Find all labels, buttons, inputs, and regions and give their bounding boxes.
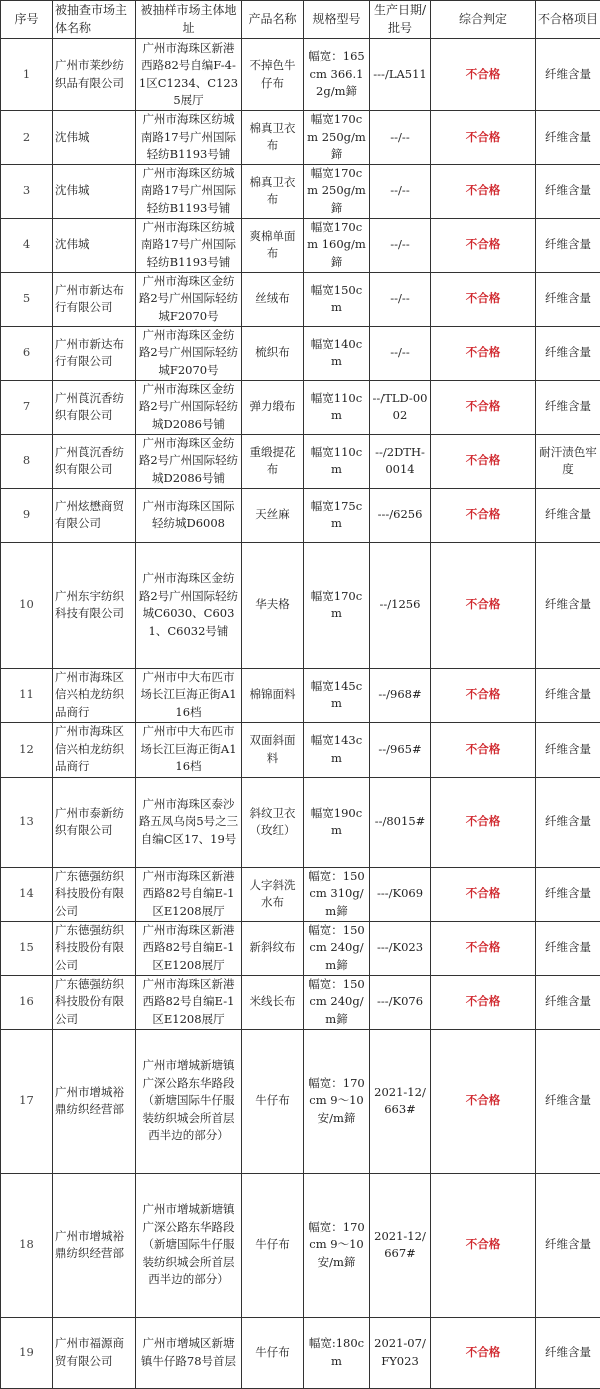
cell-company: 广州市福源商贸有限公司 [53, 1317, 136, 1388]
cell-failed-item: 纤维含量 [536, 722, 600, 777]
cell-failed-item: 纤维含量 [536, 921, 600, 975]
cell-address: 广州市中大布匹市场长江巨海正街A116档 [136, 722, 242, 777]
cell-failed-item: 纤维含量 [536, 1317, 600, 1388]
cell-failed-item: 纤维含量 [536, 488, 600, 542]
cell-batch: --/-- [370, 111, 431, 165]
cell-failed-item: 纤维含量 [536, 39, 600, 111]
header-result: 综合判定 [431, 1, 536, 39]
cell-no: 2 [1, 111, 53, 165]
cell-product: 不掉色牛仔布 [242, 39, 304, 111]
cell-spec: 幅宽：150cm 240g/m鍗 [304, 975, 370, 1029]
cell-company: 广州市泰新纺织有限公司 [53, 777, 136, 867]
cell-product: 天丝麻 [242, 488, 304, 542]
table-row [1, 668, 600, 722]
cell-batch: --/2DTH-0014 [370, 434, 431, 488]
cell-batch: ---/K069 [370, 867, 431, 921]
cell-spec: 幅宽：170cm 9～10安/m鍗 [304, 1029, 370, 1173]
cell-product: 牛仔布 [242, 1317, 304, 1388]
cell-batch: --/TLD-0002 [370, 380, 431, 434]
table-row [1, 164, 600, 218]
header-product: 产品名称 [242, 1, 304, 39]
cell-product: 梳织布 [242, 326, 304, 380]
cell-spec: 幅宽：170cm 9～10安/m鍗 [304, 1173, 370, 1317]
cell-address: 广州市海珠区新港西路82号自编E-1区E1208展厅 [136, 867, 242, 921]
cell-company: 广州市莱纱纺织品有限公司 [53, 39, 136, 111]
cell-result: 不合格 [431, 39, 536, 111]
cell-company: 广州莨沉香纺织有限公司 [53, 434, 136, 488]
cell-result: 不合格 [431, 668, 536, 722]
cell-product: 棉真卫衣布 [242, 111, 304, 165]
table-row [1, 326, 600, 380]
cell-company: 沈伟城 [53, 164, 136, 218]
header-failed-item: 不合格项目 [536, 1, 600, 39]
cell-batch: 2021-12/667# [370, 1173, 431, 1317]
cell-company: 广东德强纺织科技股份有限公司 [53, 921, 136, 975]
cell-spec: 幅宽：150cm 240g/m鍗 [304, 921, 370, 975]
cell-failed-item: 耐汗渍色牢度 [536, 434, 600, 488]
cell-address: 广州市海珠区纺城南路17号广州国际轻纺B1193号铺 [136, 164, 242, 218]
cell-address: 广州市中大布匹市场长江巨海正街A116档 [136, 668, 242, 722]
cell-address: 广州市增城新塘镇广深公路东华路段（新塘国际牛仔服装纺织城会所首层西半边的部分） [136, 1029, 242, 1173]
cell-no: 16 [1, 975, 53, 1029]
cell-company: 广州东宇纺织科技有限公司 [53, 542, 136, 668]
cell-failed-item: 纤维含量 [536, 542, 600, 668]
cell-batch: --/968# [370, 668, 431, 722]
cell-spec: 幅宽110cm [304, 434, 370, 488]
cell-batch: --/-- [370, 218, 431, 272]
table-row [1, 722, 600, 777]
table-row [1, 921, 600, 975]
cell-company: 广州市增城裕鼎纺织经营部 [53, 1173, 136, 1317]
cell-no: 18 [1, 1173, 53, 1317]
table-row [1, 1173, 600, 1317]
cell-product: 新斜纹布 [242, 921, 304, 975]
cell-no: 3 [1, 164, 53, 218]
cell-result: 不合格 [431, 722, 536, 777]
cell-product: 华夫格 [242, 542, 304, 668]
table-row [1, 975, 600, 1029]
cell-no: 9 [1, 488, 53, 542]
cell-address: 广州市海珠区金纺路2号广州国际轻纺城F2070号 [136, 272, 242, 326]
cell-company: 沈伟城 [53, 218, 136, 272]
table-row [1, 380, 600, 434]
cell-no: 7 [1, 380, 53, 434]
cell-spec: 幅宽150cm [304, 272, 370, 326]
cell-result: 不合格 [431, 218, 536, 272]
table-row [1, 777, 600, 867]
cell-batch: --/8015# [370, 777, 431, 867]
cell-result: 不合格 [431, 111, 536, 165]
table-row [1, 1317, 600, 1388]
header-no: 序号 [1, 1, 53, 39]
table-row [1, 111, 600, 165]
cell-no: 5 [1, 272, 53, 326]
cell-result: 不合格 [431, 326, 536, 380]
cell-address: 广州市海珠区金纺路2号广州国际轻纺城D2086号铺 [136, 434, 242, 488]
cell-address: 广州市海珠区金纺路2号广州国际轻纺城F2070号 [136, 326, 242, 380]
cell-address: 广州市海珠区纺城南路17号广州国际轻纺B1193号铺 [136, 111, 242, 165]
cell-result: 不合格 [431, 975, 536, 1029]
cell-company: 广州市新达布行有限公司 [53, 326, 136, 380]
cell-spec: 幅宽170cm 250g/m鍗 [304, 111, 370, 165]
cell-product: 米线长布 [242, 975, 304, 1029]
cell-product: 牛仔布 [242, 1173, 304, 1317]
cell-address: 广州市增城新塘镇广深公路东华路段（新塘国际牛仔服装纺织城会所首层西半边的部分） [136, 1173, 242, 1317]
cell-company: 广州莨沉香纺织有限公司 [53, 380, 136, 434]
cell-spec: 幅宽：150cm 310g/m鍗 [304, 867, 370, 921]
cell-batch: ---/K076 [370, 975, 431, 1029]
cell-company: 广州市海珠区信兴柏龙纺织品商行 [53, 668, 136, 722]
cell-batch: ---/LA511 [370, 39, 431, 111]
cell-no: 1 [1, 39, 53, 111]
cell-result: 不合格 [431, 434, 536, 488]
cell-failed-item: 纤维含量 [536, 326, 600, 380]
cell-failed-item: 纤维含量 [536, 867, 600, 921]
cell-company: 广州炫懋商贸有限公司 [53, 488, 136, 542]
table-row [1, 39, 600, 111]
cell-failed-item: 纤维含量 [536, 1029, 600, 1173]
cell-spec: 幅宽170cm 160g/m鍗 [304, 218, 370, 272]
cell-result: 不合格 [431, 1029, 536, 1173]
cell-spec: 幅宽：165cm 366.12g/m鍗 [304, 39, 370, 111]
cell-spec: 幅宽143cm [304, 722, 370, 777]
cell-batch: ---/6256 [370, 488, 431, 542]
cell-spec: 幅宽175cm [304, 488, 370, 542]
cell-address: 广州市海珠区纺城南路17号广州国际轻纺B1193号铺 [136, 218, 242, 272]
cell-product: 人字斜洗水布 [242, 867, 304, 921]
cell-no: 17 [1, 1029, 53, 1173]
cell-spec: 幅宽170cm 250g/m鍗 [304, 164, 370, 218]
header-batch: 生产日期/批号 [370, 1, 431, 39]
cell-product: 重缎提花布 [242, 434, 304, 488]
cell-product: 爽棉单面布 [242, 218, 304, 272]
cell-address: 广州市增城区新塘镇牛仔路78号首层 [136, 1317, 242, 1388]
header-spec: 规格型号 [304, 1, 370, 39]
cell-product: 牛仔布 [242, 1029, 304, 1173]
header-company: 被抽查市场主体名称 [53, 1, 136, 39]
cell-company: 广州市增城裕鼎纺织经营部 [53, 1029, 136, 1173]
cell-result: 不合格 [431, 1317, 536, 1388]
cell-spec: 幅宽170cm [304, 542, 370, 668]
cell-failed-item: 纤维含量 [536, 111, 600, 165]
cell-failed-item: 纤维含量 [536, 1173, 600, 1317]
cell-address: 广州市海珠区新港西路82号自编F-4-1区C1234、C1235展厅 [136, 39, 242, 111]
cell-result: 不合格 [431, 921, 536, 975]
cell-company: 沈伟城 [53, 111, 136, 165]
header-address: 被抽样市场主体地址 [136, 1, 242, 39]
cell-product: 棉真卫衣布 [242, 164, 304, 218]
cell-product: 丝绒布 [242, 272, 304, 326]
cell-failed-item: 纤维含量 [536, 218, 600, 272]
cell-no: 10 [1, 542, 53, 668]
table-row [1, 434, 600, 488]
cell-no: 14 [1, 867, 53, 921]
cell-batch: 2021-12/663# [370, 1029, 431, 1173]
cell-address: 广州市海珠区新港西路82号自编E-1区E1208展厅 [136, 921, 242, 975]
cell-company: 广东德强纺织科技股份有限公司 [53, 975, 136, 1029]
cell-company: 广东德强纺织科技股份有限公司 [53, 867, 136, 921]
table-row [1, 542, 600, 668]
cell-no: 19 [1, 1317, 53, 1388]
cell-spec: 幅宽190cm [304, 777, 370, 867]
table-row [1, 867, 600, 921]
cell-result: 不合格 [431, 542, 536, 668]
table-row [1, 488, 600, 542]
cell-result: 不合格 [431, 1173, 536, 1317]
table-row [1, 272, 600, 326]
cell-product: 棉锦面料 [242, 668, 304, 722]
cell-failed-item: 纤维含量 [536, 777, 600, 867]
cell-result: 不合格 [431, 164, 536, 218]
cell-result: 不合格 [431, 488, 536, 542]
cell-result: 不合格 [431, 272, 536, 326]
cell-no: 13 [1, 777, 53, 867]
cell-spec: 幅宽110cm [304, 380, 370, 434]
cell-batch: --/965# [370, 722, 431, 777]
cell-company: 广州市海珠区信兴柏龙纺织品商行 [53, 722, 136, 777]
cell-company: 广州市新达布行有限公司 [53, 272, 136, 326]
cell-batch: --/1256 [370, 542, 431, 668]
table-row [1, 218, 600, 272]
cell-address: 广州市海珠区金纺路2号广州国际轻纺城D2086号铺 [136, 380, 242, 434]
cell-batch: 2021-07/FY023 [370, 1317, 431, 1388]
cell-failed-item: 纤维含量 [536, 272, 600, 326]
cell-no: 4 [1, 218, 53, 272]
cell-no: 12 [1, 722, 53, 777]
cell-address: 广州市海珠区金纺路2号广州国际轻纺城C6030、C6031、C6032号铺 [136, 542, 242, 668]
cell-spec: 幅宽145cm [304, 668, 370, 722]
cell-batch: --/-- [370, 326, 431, 380]
cell-no: 8 [1, 434, 53, 488]
cell-result: 不合格 [431, 380, 536, 434]
cell-failed-item: 纤维含量 [536, 380, 600, 434]
cell-batch: --/-- [370, 272, 431, 326]
cell-batch: --/-- [370, 164, 431, 218]
table-row [1, 1029, 600, 1173]
cell-product: 斜纹卫衣（玫红） [242, 777, 304, 867]
cell-failed-item: 纤维含量 [536, 975, 600, 1029]
cell-failed-item: 纤维含量 [536, 668, 600, 722]
cell-failed-item: 纤维含量 [536, 164, 600, 218]
cell-result: 不合格 [431, 867, 536, 921]
cell-product: 双面斜面料 [242, 722, 304, 777]
cell-address: 广州市海珠区国际轻纺城D6008 [136, 488, 242, 542]
cell-batch: ---/K023 [370, 921, 431, 975]
cell-no: 15 [1, 921, 53, 975]
cell-no: 6 [1, 326, 53, 380]
table-header-row [1, 1, 600, 39]
cell-address: 广州市海珠区泰沙路五凤乌岗5号之三自编C区17、19号 [136, 777, 242, 867]
cell-spec: 幅宽140cm [304, 326, 370, 380]
cell-address: 广州市海珠区新港西路82号自编E-1区E1208展厅 [136, 975, 242, 1029]
cell-product: 弹力缎布 [242, 380, 304, 434]
cell-no: 11 [1, 668, 53, 722]
cell-spec: 幅宽:180cm [304, 1317, 370, 1388]
cell-result: 不合格 [431, 777, 536, 867]
